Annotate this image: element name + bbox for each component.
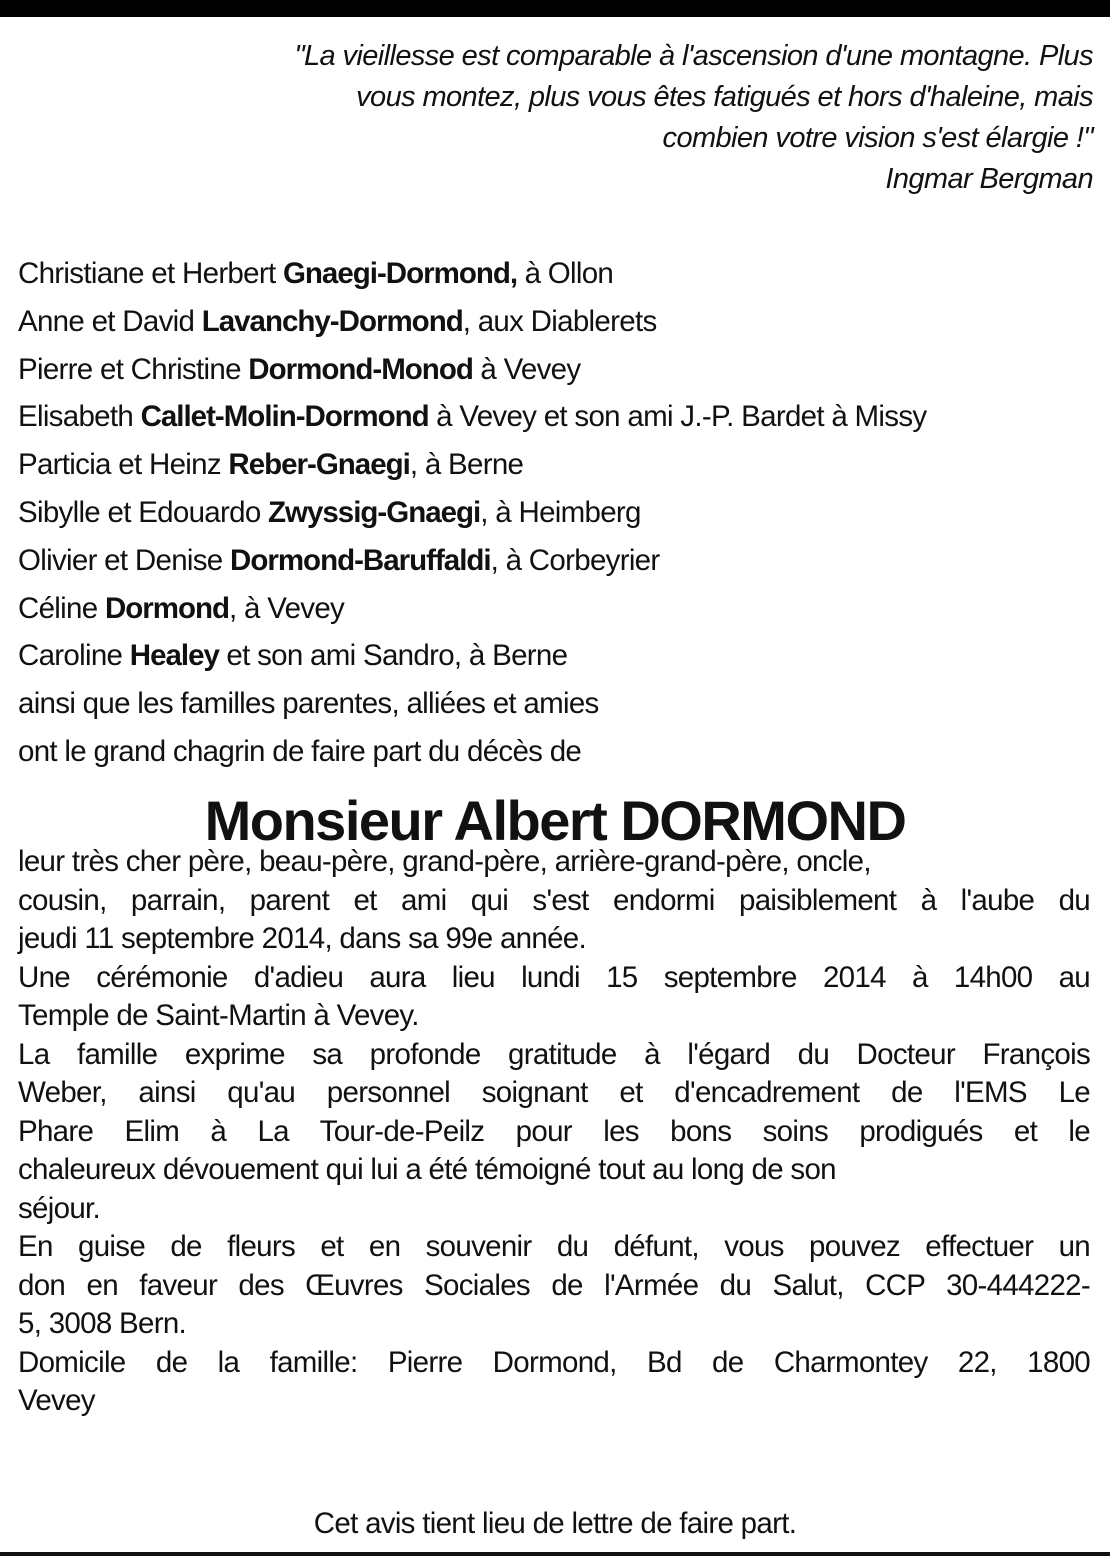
family-text: ont le grand chagrin de faire part du décès de (18, 734, 582, 768)
family-text: Céline (18, 591, 105, 625)
body-line: chaleureux dévouement qui lui a été témoigné tout au long de son (18, 1153, 836, 1186)
top-border (0, 0, 1110, 17)
quote-line: combien votre vision s'est élargie !" (662, 122, 1093, 154)
family-member-line (18, 632, 1108, 680)
family-text: Sibylle et Edouardo (18, 495, 269, 529)
family-member-line (18, 537, 1108, 585)
family-list (18, 250, 1108, 776)
family-member-line (18, 489, 1108, 537)
family-text: Caroline (18, 639, 130, 673)
quote-line: vous montez, plus vous êtes fatigués et hors d'haleine, mais (356, 81, 1093, 113)
quote-line: "La vieillesse est comparable à l'ascension d'une montagne. Plus (294, 40, 1093, 72)
body-line: cousin, parrain, parent et ami qui s'est endormi paisiblement à l'aube du (18, 883, 1090, 917)
deceased-name: Monsieur Albert DORMOND (204, 789, 906, 852)
family-surname: Lavanchy-Dormond (201, 304, 463, 338)
body-line: Temple de Saint-Martin à Vevey. (18, 999, 419, 1032)
family-text: ainsi que les familles parentes, alliées et amies (18, 687, 599, 721)
body-line: Domicile de la famille: Pierre Dormond, Bd de Charmontey 22, 1800 (18, 1345, 1090, 1379)
family-member-line (18, 441, 1108, 489)
family-text: Particia et Heinz (18, 448, 229, 482)
family-text: Christiane et Herbert (18, 257, 283, 290)
body-line: leur très cher père, beau-père, grand-père, arrière-grand-père, oncle, (18, 845, 871, 878)
body-line: Weber, ainsi qu'au personnel soignant et d'encadrement de l'EMS Le (18, 1076, 1090, 1109)
family-surname: Dormond (104, 591, 230, 625)
family-surname: Dormond-Baruffaldi (230, 543, 491, 577)
family-surname: Healey (129, 639, 219, 673)
body-line: don en faveur des Œuvres Sociales de l'Armée du Salut, CCP 30-444222- (18, 1268, 1090, 1302)
quote-author: Ingmar Bergman (885, 163, 1093, 195)
body-line: séjour. (18, 1191, 101, 1225)
body-line: En guise de fleurs et en souvenir du défunt, vous pouvez effectuer un (18, 1230, 1090, 1263)
family-surname: Reber-Gnaegi (228, 448, 410, 482)
family-member-line (18, 585, 1108, 633)
closing-note: Cet avis tient lieu de lettre de faire part. (313, 1507, 797, 1540)
bottom-border (0, 1552, 1110, 1556)
family-text: Elisabeth (18, 400, 141, 434)
family-text: , à Corbeyrier (490, 543, 660, 577)
family-text: à Ollon (517, 257, 614, 290)
family-text: Pierre et Christine (18, 352, 249, 386)
body-line: La famille exprime sa profonde gratitude à l'égard du Docteur François (18, 1037, 1090, 1071)
family-member-line (18, 250, 1108, 298)
epigraph-quote (33, 36, 1093, 200)
family-text: Olivier et Denise (18, 543, 231, 577)
family-member-line (18, 680, 1108, 728)
family-text: Anne et David (18, 304, 202, 338)
body-line: Une cérémonie d'adieu aura lieu lundi 15 septembre 2014 à 14h00 au (18, 960, 1090, 994)
family-member-line (18, 298, 1108, 346)
family-text: , aux Diablerets (462, 304, 657, 338)
family-surname: Zwyssig-Gnaegi (268, 495, 481, 529)
family-text: , à Berne (409, 448, 524, 482)
family-surname: Callet-Molin-Dormond (140, 400, 429, 434)
family-member-line (18, 393, 1108, 441)
obituary-body (18, 843, 1090, 1421)
family-text: , à Heimberg (480, 495, 641, 529)
body-line: 5, 3008 Bern. (18, 1307, 187, 1340)
family-surname: Dormond-Monod (248, 352, 473, 386)
body-line: Vevey (18, 1384, 95, 1417)
family-member-line (18, 728, 1108, 776)
family-text: , à Vevey (229, 591, 345, 625)
family-text: et son ami Sandro, à Berne (218, 639, 568, 673)
family-text: à Vevey (472, 352, 581, 386)
family-text: à Vevey et son ami J.-P. Bardet à Missy (428, 400, 927, 434)
family-member-line (18, 346, 1108, 394)
body-line: jeudi 11 septembre 2014, dans sa 99e année. (18, 922, 586, 955)
body-line: Phare Elim à La Tour-de-Peilz pour les bons soins prodigués et le (18, 1114, 1090, 1148)
family-surname: Gnaegi-Dormond, (282, 257, 518, 290)
